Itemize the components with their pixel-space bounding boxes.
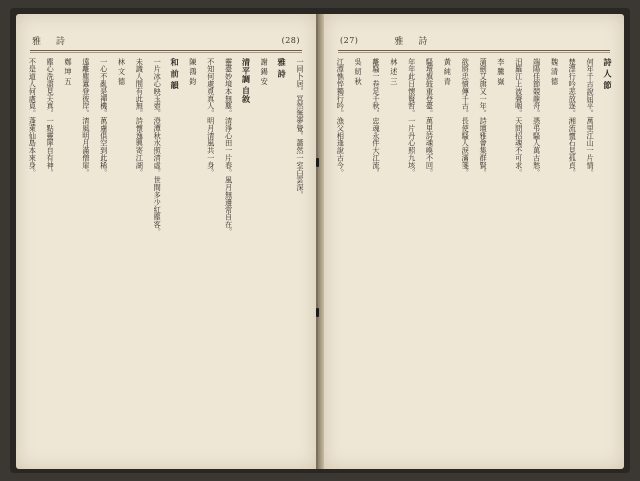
left-page-header	[32, 32, 300, 48]
text-column: 不是道人何處覓。蓬萊仙島本來身。	[28, 58, 38, 177]
header-rule	[338, 50, 610, 51]
text-column: 鄭 坤 五	[63, 58, 73, 86]
text-column: 欲將忠憤傳千古。長使騷人淚滿箋。	[461, 58, 471, 177]
right-page	[324, 14, 624, 469]
text-column: 江潭憔悴獨行吟。漁父相逢說古今。	[336, 58, 346, 177]
right-page-text	[336, 58, 612, 455]
text-column: 未識人間有此無。詩懷逸興寄江湖。	[135, 58, 145, 177]
text-column: 騷壇旗鼓重登臺。萬里詩魂喚不回。	[425, 58, 435, 177]
text-column: 遠離塵囂登彼岸。清風明月滿僧扉。	[81, 58, 91, 177]
left-page-title: 雅 詩	[32, 36, 71, 47]
text-column: 端陽佳節競龍舟。憑弔騷人萬古愁。	[532, 58, 542, 177]
text-column: 離騷一卷足千秋。忠魂永伴大江流。	[371, 58, 381, 177]
text-column: 林 述 三	[389, 58, 399, 86]
text-column: 年年此日懷賢哲。一片丹心照九垓。	[407, 58, 417, 177]
poem-heading: 清平調 自敘	[241, 58, 252, 104]
text-column: 何年千古說屈平。萬里江山一片情。	[586, 58, 596, 177]
text-column: 汨羅江上波聲咽。天問招魂不可求。	[514, 58, 524, 177]
poem-heading: 和 前 韻	[170, 58, 181, 90]
left-page-number: (28)	[281, 35, 300, 45]
poem-heading: 詩 人 節	[602, 58, 613, 90]
open-book	[10, 8, 630, 473]
text-column: 吳 紉 秋	[354, 58, 364, 86]
text-column: 一心不亂是禪機。萬慮俱空到此稀。	[99, 58, 109, 177]
text-column: 靈臺妙境本無塵。清淨心田一片春。風月無邊常自在。	[224, 58, 234, 236]
binding-stitch	[316, 158, 319, 167]
text-column: 林 文 德	[117, 58, 127, 86]
text-column: 陳 鴻 鈞	[188, 58, 198, 86]
text-column: 一片冰心映玉壺。澄潭秋水照清虛。世間多少紅塵客。	[153, 58, 163, 236]
binding-stitch	[316, 308, 319, 317]
text-column: 蒲劍艾旗又一年。詩壇雅會集群賢。	[479, 58, 489, 177]
text-column: 黃 純 青	[443, 58, 453, 86]
header-rule	[30, 52, 302, 53]
right-page-title: 雅 詩	[394, 36, 434, 47]
text-column: 謝 錫 安	[260, 58, 270, 86]
header-rule	[30, 50, 302, 51]
header-rule	[338, 52, 610, 53]
text-column: 不知何處覓真人。明月清風共一身。	[206, 58, 216, 177]
left-page-text	[28, 58, 304, 455]
text-column: 李 騰 嶽	[496, 58, 506, 86]
text-column: 楚澤行吟悲放逐。湘流懷石見孤貞。	[568, 58, 578, 177]
text-column: 塵心洗盡見天真。一點靈犀自有神。	[46, 58, 56, 177]
poem-heading: 雅 詩	[277, 58, 288, 78]
text-column: 一同卜居。冥然無夢覺。蕭然一室白雲深。	[295, 58, 305, 199]
right-page-header	[340, 32, 608, 48]
right-page-number: (27)	[340, 35, 359, 45]
left-page	[16, 14, 316, 469]
text-column: 魏 清 德	[550, 58, 560, 86]
